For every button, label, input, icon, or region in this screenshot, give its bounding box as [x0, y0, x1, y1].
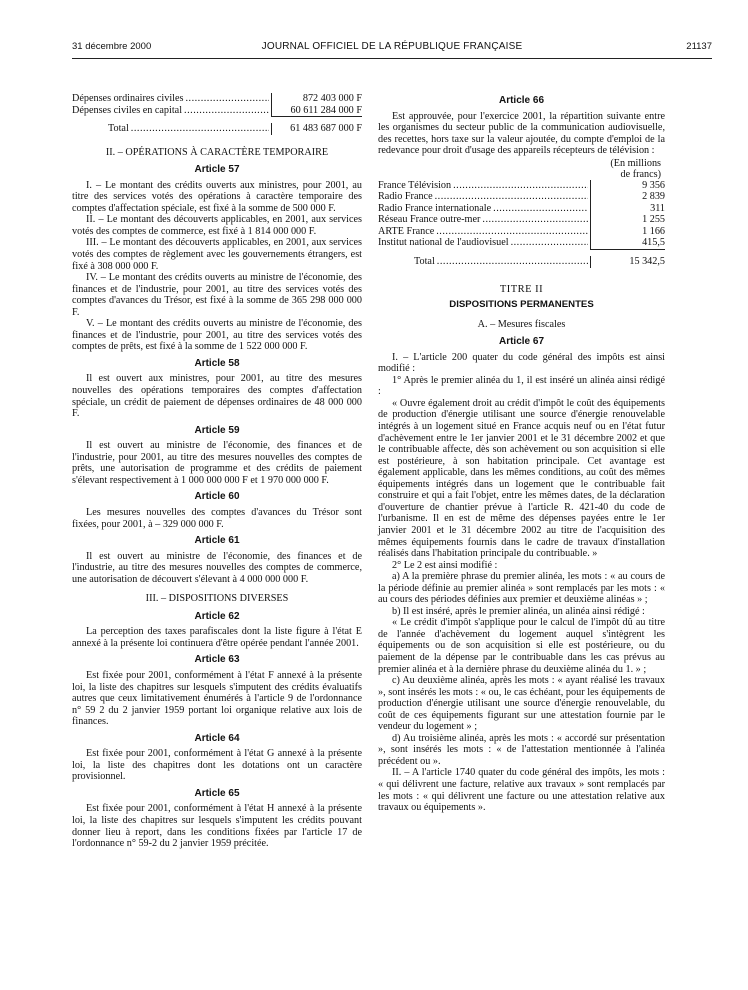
table-row [378, 180, 665, 192]
row-label: Radio France internationale [378, 202, 492, 214]
budget-table [72, 93, 362, 135]
paragraph: Est fixée pour 2001, conformément à l'état G annexé à la présente loi, la liste des chapitres dont les dotations ont un caractère provisionnel. [72, 748, 362, 783]
paragraph: « Le crédit d'impôt s'applique pour le calcul de l'impôt dû au titre de l'année d'achèvement du logement auquel s'intègrent les équipements ou de son acquisition si elle est postérieure, ou du paiement de la dépense par le contribuable dans les cas prévus au premier alinéa et à la dernière phrase du deuxième alinéa du 1. » ; [378, 617, 665, 675]
dispositions-heading: DISPOSITIONS PERMANENTES [449, 299, 594, 311]
row-value: 1 255 [590, 214, 665, 226]
article-title: Article 62 [194, 610, 240, 622]
table-row [378, 226, 665, 238]
article-title: Article 61 [194, 535, 240, 547]
section-heading: III. – DISPOSITIONS DIVERSES [145, 593, 289, 605]
row-value: 415,5 [590, 237, 665, 250]
table-total-row [72, 123, 362, 135]
article-title: Article 66 [498, 95, 545, 106]
paragraph: b) Il est inséré, après le premier alinéa, un alinéa ainsi rédigé : [392, 605, 645, 617]
paragraph: I. – L'article 200 quater du code général des impôts est ainsi modifié : [378, 351, 665, 375]
paragraph: d) Au troisième alinéa, après les mots : « accordé sur présentation », sont insérés les mots : « de l'attestation mentionnée à l'alinéa précédent ou ». [378, 732, 665, 767]
article-title: Article 63 [194, 654, 240, 666]
subsection-heading: A. – Mesures fiscales [477, 318, 566, 330]
row-value: 2 839 [590, 191, 665, 203]
header-title: JOURNAL OFFICIEL DE LA RÉPUBLIQUE FRANÇAISE [261, 41, 523, 52]
row-value: 9 356 [590, 180, 665, 192]
paragraph: V. – Le montant des crédits ouverts au ministre de l'économie, des finances et de l'industrie, pour 2001, au titre des services votés des comptes de prêts, est fixé à la somme de 1 522 000 000 F. [72, 318, 362, 353]
total-label: Total [414, 256, 435, 268]
header-page-number: 21137 [686, 41, 712, 52]
paragraph: Les mesures nouvelles des comptes d'avances du Trésor sont fixées, pour 2001, à – 329 000 000 F. [72, 506, 362, 530]
table-units: (En millions de francs) [610, 157, 661, 180]
row-label: Dépenses civiles en capital [72, 104, 183, 116]
total-value: 15 342,5 [590, 256, 665, 268]
paragraph: Est fixée pour 2001, conformément à l'état F annexé à la présente loi, la liste des chapitres sur lesquels s'imputent des crédits évaluatifs autres que ceux limitativement énumérés à l'article 9 de l'ordonnance n° 59 2 du 2 janvier 1959 portant loi organique relative aux lois de finances. [72, 669, 362, 728]
header-rule [72, 58, 712, 59]
paragraph: Il est ouvert au ministre de l'économie, des finances et de l'industrie, pour 2001, au titre des mesures nouvelles des comptes de prêts, une autorisation de programme et des crédits de paiement s'élevant respectivement à 1 000 000 000 F et 1 970 000 000 F. [72, 440, 362, 486]
table-row [378, 203, 665, 215]
paragraph: 1° Après le premier alinéa du 1, il est inséré un alinéa ainsi rédigé : [378, 374, 665, 398]
row-label: France Télévision [378, 179, 452, 191]
page-header [72, 41, 712, 57]
article-title: Article 65 [194, 787, 240, 799]
row-label: Dépenses ordinaires civiles [72, 93, 184, 104]
paragraph: « Ouvre également droit au crédit d'impôt le coût des équipements de production d'énergie utilisant une source d'énergie renouvelable intégrés à un logement situé en France acquis neuf ou en l'état futur d'achèvement entre le 1er janvier 2001 et le 31 décembre 2002 et que le contribuable affecte, dès son achèvement ou son acquisition si elle est postérieure, à son habitation principale. Cet avantage est également applicable, dans les mêmes conditions, au coût des mêmes équipements intégrés dans un logement que le contribuable fait construire et qui a fait l'objet, entre les mêmes dates, de la déclaration d'ouverture de chantier prévue à l'article R. 421-40 du code de l'urbanisme. Il en est de même des dépenses payées entre le 1er janvier 2001 et le 31 décembre 2002 au titre de l'acquisition des mêmes équipements fournis dans le cadre de travaux d'installation réalisés dans l'habitation principale du contribuable. » [378, 397, 665, 560]
section-heading: II. – OPÉRATIONS À CARACTÈRE TEMPORAIRE [105, 146, 329, 158]
paragraph: Il est ouvert au ministre de l'économie, des finances et de l'industrie, au titre des mesures nouvelles des comptes de commerce, une autorisation de découvert s'élevant à 4 000 000 000 F. [72, 550, 362, 585]
article-title: Article 59 [194, 424, 240, 436]
article-title: Article 67 [498, 336, 545, 348]
paragraph: a) A la première phrase du premier alinéa, les mots : « au cours de la période définie au premier alinéa » sont remplacés par les mots : « au cours des périodes définies aux premier et deuxième alinéas » ; [378, 571, 665, 606]
row-label: Radio France [378, 191, 433, 203]
article-title: Article 60 [194, 491, 240, 503]
article-title: Article 58 [194, 357, 240, 369]
paragraph: I. – Le montant des crédits ouverts aux ministres, pour 2001, au titre des services votés des opérations à caractère temporaire des comptes d'affectation spéciale, est fixé à la somme de 500 000 F. [72, 179, 362, 214]
paragraph: Est approuvée, pour l'exercice 2001, la répartition suivante entre les organismes du secteur public de la communication audiovisuelle, des recettes, hors taxe sur la valeur ajoutée, du compte d'emploi de la redevance pour droit d'usage des appareils récepteurs de télévision : [378, 110, 665, 157]
paragraph: II. – A l'article 1740 quater du code général des impôts, les mots : « qui délivrent une facture, relative aux travaux » sont remplacés par les mots : « qui délivrent une facture ou une attestation relative aux travaux ou équipements ». [378, 767, 665, 814]
article-title: Article 57 [194, 164, 240, 176]
paragraph: c) Au deuxième alinéa, après les mots : « ayant réalisé les travaux », sont insérés les mots : « ou, le cas échéant, pour les équipements de production d'énergie utilisant une source d'énergie renouvelable, du coût de ces équipements figurant sur une attestation fournie par le vendeur du logement » ; [378, 675, 665, 733]
table-total-row [378, 256, 665, 268]
audiovisual-table [378, 158, 665, 268]
row-label: Réseau France outre-mer [378, 214, 481, 226]
row-value: 872 403 000 F [271, 93, 362, 105]
table-row [72, 93, 362, 105]
right-column [378, 93, 665, 814]
paragraph: Est fixée pour 2001, conformément à l'état H annexé à la présente loi, la liste des chapitres sur lesquels s'imputent les crédits pouvant donner lieu à report, dans les conditions fixées par l'article 17 de l'ordonnance n° 59-2 du 2 janvier 1959 précitée. [72, 803, 362, 850]
paragraph: IV. – Le montant des crédits ouverts au ministre de l'économie, des finances et de l'industrie, pour 2001, au titre des services votés des comptes d'avances du Trésor, est fixé à la somme de 365 298 000 000 F. [72, 272, 362, 318]
table-row [378, 214, 665, 226]
row-value: 311 [590, 203, 665, 215]
row-value: 60 611 284 000 F [271, 105, 362, 118]
total-label: Total [108, 123, 129, 135]
header-date: 31 décembre 2000 [72, 41, 152, 52]
row-label: Institut national de l'audiovisuel [378, 237, 509, 249]
titre-heading: TITRE II [499, 283, 544, 295]
paragraph: Il est ouvert aux ministres, pour 2001, au titre des mesures nouvelles des opérations temporaires des comptes d'affectation spéciale, un crédit de paiement de dépenses ordinaires de 48 000 000 F. [72, 373, 362, 420]
paragraph: II. – Le montant des découverts applicables, en 2001, aux services votés des comptes de commerce, est fixé à 1 814 000 000 F. [72, 214, 362, 237]
paragraph: La perception des taxes parafiscales dont la liste figure à l'état E annexé à la présente loi continuera d'être opérée pendant l'année 2001. [72, 626, 362, 649]
left-column [72, 93, 362, 850]
table-row [72, 105, 362, 118]
paragraph: III. – Le montant des découverts applicables, en 2001, aux services votés des comptes de règlement avec les gouvernements étrangers, est fixé à 308 000 000 F. [72, 237, 362, 272]
row-label: ARTE France [378, 225, 435, 237]
article-title: Article 64 [194, 732, 240, 744]
row-value: 1 166 [590, 226, 665, 238]
total-value: 61 483 687 000 F [271, 123, 362, 135]
table-row [378, 237, 665, 250]
paragraph: 2° Le 2 est ainsi modifié : [392, 559, 498, 571]
table-row [378, 191, 665, 203]
